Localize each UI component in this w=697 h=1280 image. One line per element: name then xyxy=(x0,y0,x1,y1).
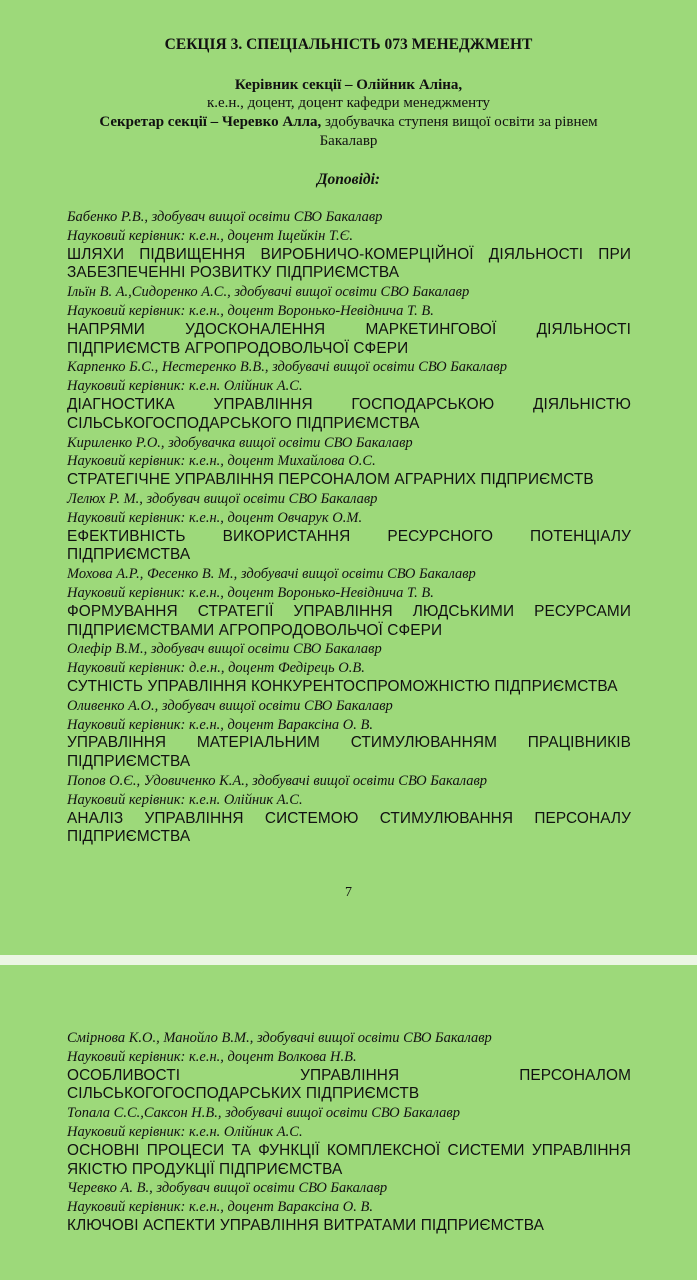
report-entry xyxy=(67,283,631,358)
report-supervisor: Науковий керівник: д.е.н., доцент Федірець О.В. xyxy=(67,660,365,677)
report-entry xyxy=(67,434,631,490)
report-supervisor: Науковий керівник: к.е.н., доцент Іщейкін Т.Є. xyxy=(67,227,353,244)
report-title: СТРАТЕГІЧНЕ УПРАВЛІННЯ ПЕРСОНАЛОМ АГРАРНИХ ПІДПРИЄМСТВ xyxy=(67,471,594,489)
report-supervisor: Науковий керівник: к.е.н., доцент Воронько-Невіднича Т. В. xyxy=(67,584,434,601)
report-supervisor: Науковий керівник: к.е.н., доцент Овчарук О.М. xyxy=(67,509,363,526)
report-authors: Черевко А. В., здобувач вищої освіти СВО Бакалавр xyxy=(67,1180,388,1197)
report-supervisor: Науковий керівник: к.е.н., доцент Воронько-Невіднича Т. В. xyxy=(67,302,434,319)
report-entry xyxy=(67,1179,631,1235)
report-title: СУТНІСТЬ УПРАВЛІННЯ КОНКУРЕНТОСПРОМОЖНІСТЮ ПІДПРИЄМСТВА xyxy=(67,677,618,695)
report-title: ДІАГНОСТИКА УПРАВЛІННЯ ГОСПОДАРСЬКОЮ ДІЯЛЬНІСТЮ СІЛЬСЬКОГОСПОДАРСЬКОГО ПІДПРИЄМСТВА xyxy=(67,395,631,432)
report-entry xyxy=(67,772,631,847)
report-supervisor: Науковий керівник: к.е.н. Олійник А.С. xyxy=(67,1123,303,1140)
report-title: НАПРЯМИ УДОСКОНАЛЕННЯ МАРКЕТИНГОВОЇ ДІЯЛЬНОСТІ ПІДПРИЄМСТВ АГРОПРОДОВОЛЬЧОЇ СФЕРИ xyxy=(67,320,631,357)
report-title: КЛЮЧОВІ АСПЕКТИ УПРАВЛІННЯ ВИТРАТАМИ ПІДПРИЄМСТВА xyxy=(67,1216,544,1234)
report-title: ОСОБЛИВОСТІ УПРАВЛІННЯ ПЕРСОНАЛОМ СІЛЬСЬКОГОГОСПОДАРСЬКИХ ПІДПРИЄМСТВ xyxy=(67,1066,631,1103)
report-list-page-2 xyxy=(67,1029,631,1236)
report-authors: Попов О.Є., Удовиченко К.А., здобувачі вищої освіти СВО Бакалавр xyxy=(67,772,488,789)
report-entry xyxy=(67,208,631,283)
reports-heading: Доповіді: xyxy=(316,171,381,188)
report-supervisor: Науковий керівник: к.е.н., доцент Волкова Н.В. xyxy=(67,1048,357,1065)
report-authors: Топала С.С.,Саксон Н.В., здобувачі вищої освіти СВО Бакалавр xyxy=(67,1105,460,1122)
report-authors: Кириленко Р.О., здобувачка вищої освіти СВО Бакалавр xyxy=(67,434,413,451)
report-authors: Смірнова К.О., Манойло В.М., здобувачі вищої освіти СВО Бакалавр xyxy=(67,1030,492,1046)
section-secretary-name: Секретар секції – Черевко Алла, xyxy=(99,114,322,130)
report-supervisor: Науковий керівник: к.е.н. Олійник А.С. xyxy=(67,791,303,808)
report-title: УПРАВЛІННЯ МАТЕРІАЛЬНИМ СТИМУЛЮВАННЯМ ПРАЦІВНИКІВ ПІДПРИЄМСТВА xyxy=(67,734,631,771)
page-separator xyxy=(0,955,697,965)
page-number: 7 xyxy=(345,885,352,900)
report-entry xyxy=(67,358,631,433)
report-title: ШЛЯХИ ПІДВИЩЕННЯ ВИРОБНИЧО-КОМЕРЦІЙНОЇ ДІЯЛЬНОСТІ ПРИ ЗАБЕЗПЕЧЕННІ РОЗВИТКУ ПІДПРИЄМСТВА xyxy=(67,245,631,282)
report-authors: Бабенко Р.В., здобувач вищої освіти СВО Бакалавр xyxy=(67,209,383,225)
report-supervisor: Науковий керівник: к.е.н., доцент Вараксіна О. В. xyxy=(67,716,374,733)
report-entry xyxy=(67,1029,631,1104)
report-supervisor: Науковий керівник: к.е.н., доцент Вараксіна О. В. xyxy=(67,1199,374,1216)
report-entry xyxy=(67,697,631,772)
document-page-2 xyxy=(0,965,697,1280)
section-leader xyxy=(0,76,697,94)
report-title: ОСНОВНІ ПРОЦЕСИ ТА ФУНКЦІЇ КОМПЛЕКСНОЇ СИСТЕМИ УПРАВЛІННЯ ЯКІСТЮ ПРОДУКЦІЇ ПІДПРИЄМСТВА xyxy=(67,1141,631,1178)
report-entry xyxy=(67,565,631,640)
report-authors: Мохова А.Р., Фесенко В. М., здобувачі вищої освіти СВО Бакалавр xyxy=(67,566,476,583)
report-authors: Карпенко Б.С., Нестеренко В.В., здобувачі вищої освіти СВО Бакалавр xyxy=(67,359,507,376)
report-authors: Ільїн В. А.,Сидоренко А.С., здобувачі вищої освіти СВО Бакалавр xyxy=(67,284,470,301)
report-authors: Оливенко А.О., здобувач вищої освіти СВО Бакалавр xyxy=(67,697,393,714)
section-secretary-degree: Бакалавр xyxy=(319,133,378,149)
section-secretary-details: здобувачка ступеня вищої освіти за рівнем xyxy=(321,114,598,130)
report-entry xyxy=(67,640,631,696)
report-supervisor: Науковий керівник: к.е.н. Олійник А.С. xyxy=(67,378,303,395)
section-leader-name: Керівник секції – Олійник Аліна, xyxy=(234,77,463,93)
report-list-page-1 xyxy=(67,208,631,847)
section-leader-details: к.е.н., доцент, доцент кафедри менеджменту xyxy=(206,95,491,111)
report-entry xyxy=(67,1104,631,1179)
report-title: АНАЛІЗ УПРАВЛІННЯ СИСТЕМОЮ СТИМУЛЮВАННЯ ПЕРСОНАЛУ ПІДПРИЄМСТВА xyxy=(67,809,631,846)
report-entry xyxy=(67,490,631,565)
report-supervisor: Науковий керівник: к.е.н., доцент Михайлова О.С. xyxy=(67,453,376,470)
report-authors: Олефір В.М., здобувач вищої освіти СВО Бакалавр xyxy=(67,641,382,658)
section-title: СЕКЦІЯ 3. СПЕЦІАЛЬНІСТЬ 073 МЕНЕДЖМЕНТ xyxy=(164,36,533,53)
report-title: ЕФЕКТИВНІСТЬ ВИКОРИСТАННЯ РЕСУРСНОГО ПОТЕНЦІАЛУ ПІДПРИЄМСТВА xyxy=(67,527,631,564)
report-authors: Лелюх Р. М., здобувач вищої освіти СВО Бакалавр xyxy=(67,490,378,507)
section-secretary xyxy=(0,113,697,131)
report-title: ФОРМУВАННЯ СТРАТЕГІЇ УПРАВЛІННЯ ЛЮДСЬКИМИ РЕСУРСАМИ ПІДПРИЄМСТВАМИ АГРОПРОДОВОЛЬЧОЇ СФЕРИ xyxy=(67,602,631,639)
